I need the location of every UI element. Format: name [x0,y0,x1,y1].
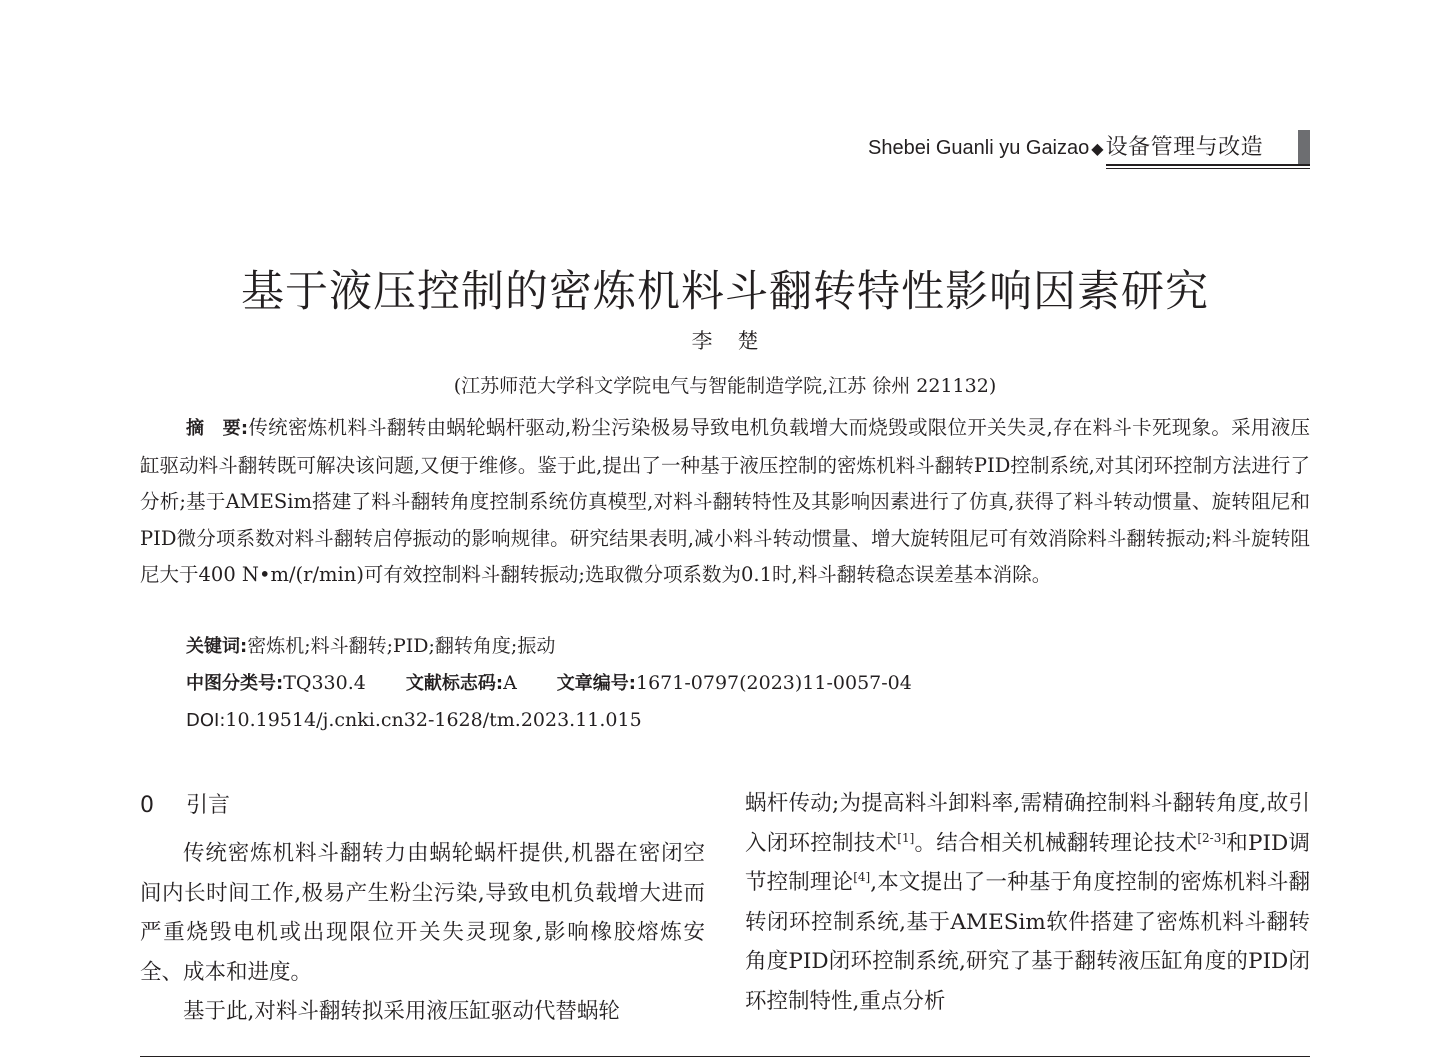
clc-label: 中图分类号: [186,673,284,694]
section-title: 引言 [186,793,231,818]
article-number-value: 1671-0797(2023)11-0057-04 [636,672,912,694]
header-rule-thin [1106,168,1310,169]
author: 李楚 [691,329,784,353]
body-paragraph: 传统密炼机料斗翻转力由蜗轮蜗杆提供,机器在密闭空间内长时间工作,极易产生粉尘污染,导致电机负载增大进而严重烧毁电机或出现限位开关失灵现象,影响橡胶熔炼安全、成本和进度。 [140,841,705,985]
body-paragraph: 基于此,对料斗翻转拟采用液压缸驱动代替蜗轮 [183,999,620,1024]
article-number-label: 文章编号: [556,673,636,694]
bottom-rule [140,1056,1310,1057]
paper-title: 基于液压控制的密炼机料斗翻转特性影响因素研究 [241,267,1209,317]
body-text: 和PID调节控制理论 [745,830,1310,895]
header-rule [1106,164,1310,166]
clc-value: TQ330.4 [283,672,366,694]
affiliation: (江苏师范大学科文学院电气与智能制造学院,江苏 徐州 221132) [453,375,997,397]
body-text: ,本文提出了一种基于角度控制的密炼机料斗翻转闭环控制系统,基于AMESim软件搭建了密炼机料斗翻转角度PID闭环控制系统,研究了基于翻转液压缸角度的PID闭环控制特性,重点分析 [745,870,1310,1014]
right-column [745,784,1310,1021]
left-column [140,834,705,1032]
abstract [140,410,1310,594]
keywords-label: 关键词: [186,636,248,657]
body-paragraph [745,784,1310,1021]
classification [186,669,912,698]
citation[interactable]: [2-3] [1197,830,1227,845]
doi [186,706,642,735]
abstract-text: 传统密炼机料斗翻转由蜗轮蜗杆驱动,粉尘污染极易导致电机负载增大而烧毁或限位开关失灵,存在料斗卡死现象。采用液压缸驱动料斗翻转既可解决该问题,又便于维修。鉴于此,提出了一种基于液压控制的密炼机料斗翻转PID控制系统,对其闭环控制方法进行了分析;基于AMESim搭建了料斗翻转角度控制系统仿真模型,对料斗翻转特性及其影响因素进行了仿真,获得了料斗转动惯量、旋转阻尼和PID微分项系数对料斗翻转启停振动的影响规律。研究结果表明,减小料斗转动惯量、增大旋转阻尼可有效消除料斗翻转振动;料斗旋转阻尼大于400 N•m/(r/min)可有效控制料斗翻转振动;选取微分项系数为0.1时,料斗翻转稳态误差基本消除。 [140,416,1310,586]
journal-name-en: Shebei Guanli yu Gaizao [868,137,1090,159]
header-bar [1298,130,1310,164]
journal-name-cn: 设备管理与改造 [1105,135,1264,160]
doc-code-value: A [503,672,517,694]
body-text: 。结合相关机械翻转理论技术 [914,830,1198,856]
keywords [186,632,555,661]
citation[interactable]: [1] [897,830,915,845]
doc-code-label: 文献标志码: [405,673,504,694]
abstract-label: 摘 要: [186,418,249,439]
diamond-icon: ◆ [1091,139,1104,158]
body-text: 蜗杆传动;为提高料斗卸料率,需精确控制料斗翻转角度,故引入闭环控制技术 [745,791,1310,856]
header-text [868,130,1263,164]
keywords-text: 密炼机;料斗翻转;PID;翻转角度;振动 [247,635,556,657]
doi-label: DOI: [186,710,226,731]
section-heading [140,788,230,819]
doi-value: 10.19514/j.cnki.cn32-1628/tm.2023.11.015 [225,709,642,731]
citation[interactable]: [4] [853,869,871,884]
section-number: 0 [140,793,154,818]
